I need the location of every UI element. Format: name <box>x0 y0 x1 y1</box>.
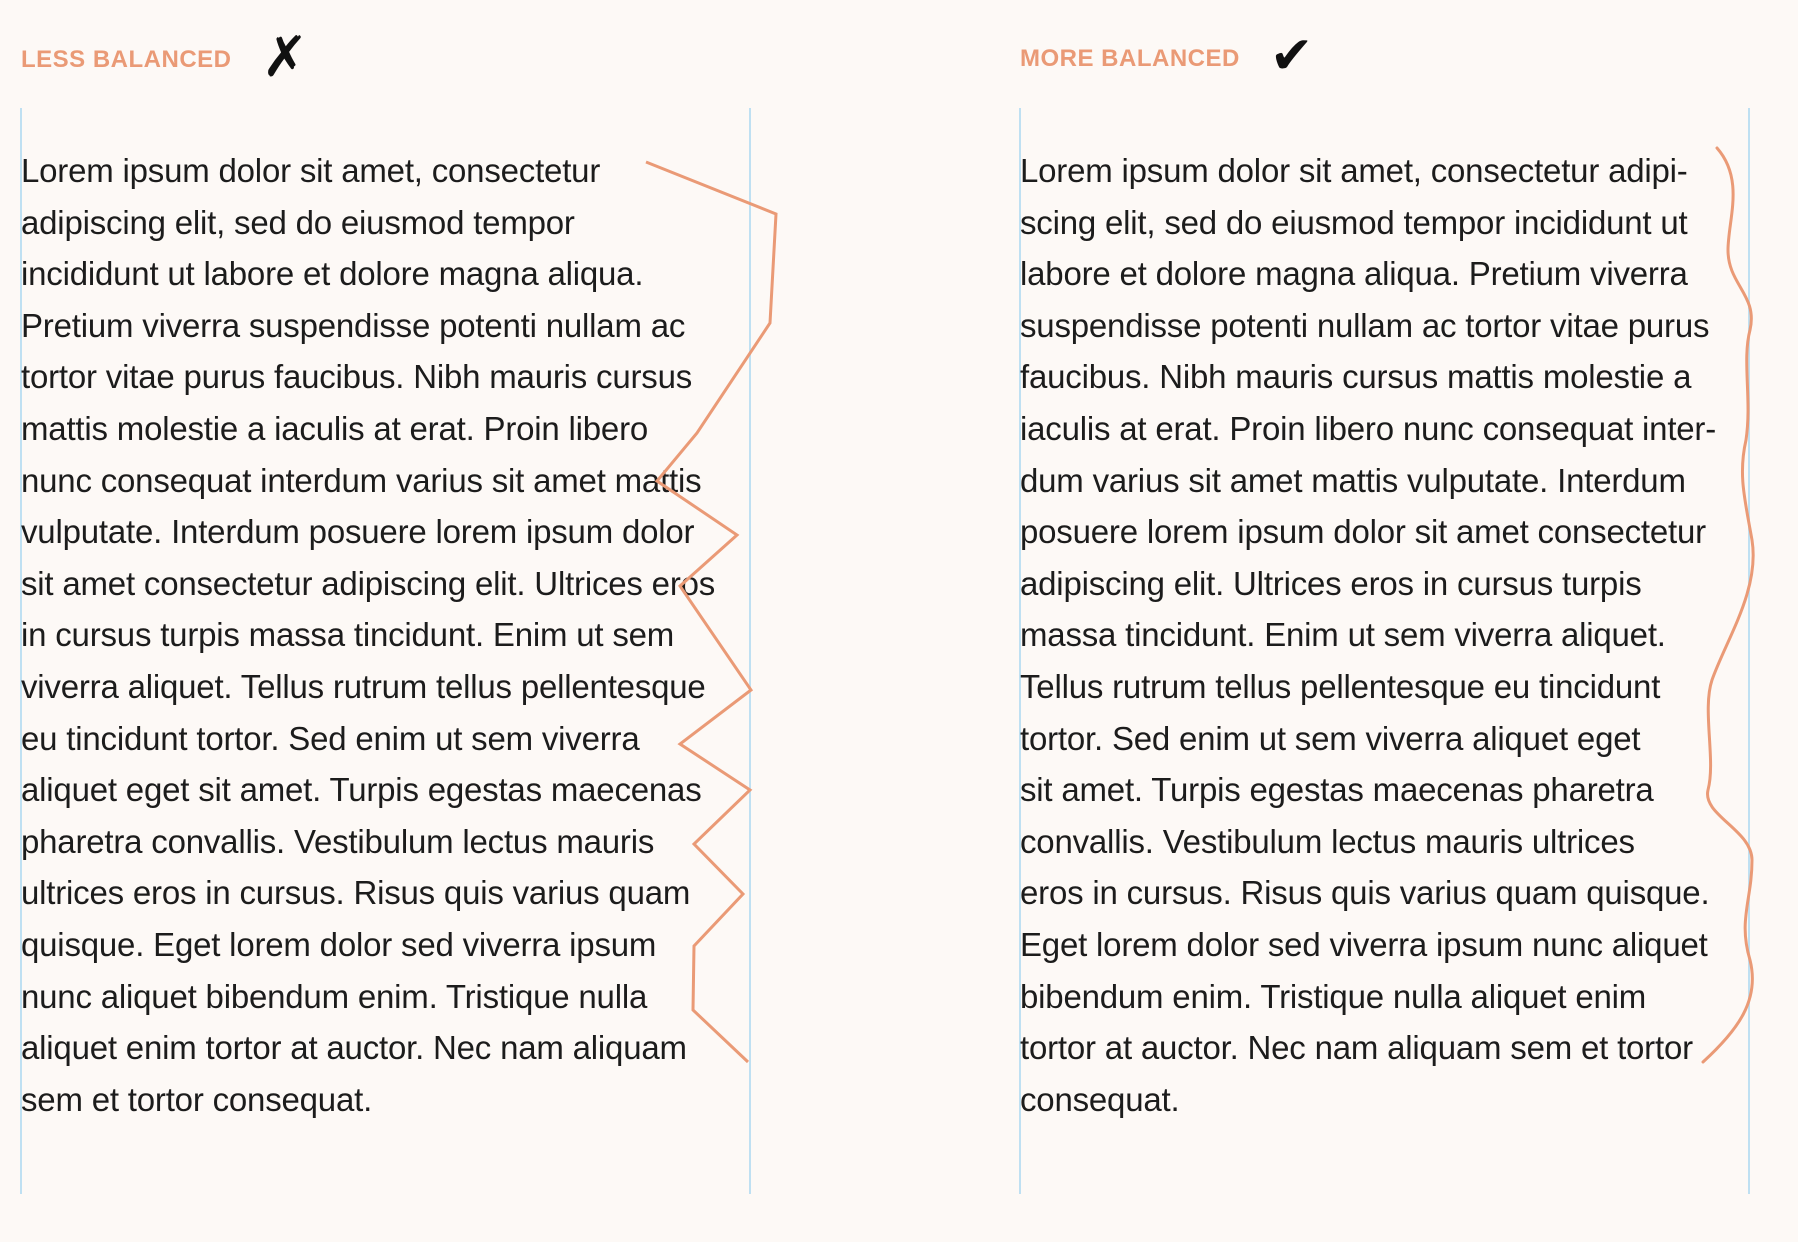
left-text-line: Pretium viverra suspendisse potenti nullam ac <box>21 306 686 344</box>
left-text-line: eu tincidunt tortor. Sed enim ut sem viverra <box>21 719 640 757</box>
left-text-line: ultrices eros in cursus. Risus quis varius quam <box>21 874 691 912</box>
right-text-line: scing elit, sed do eiusmod tempor incididunt ut <box>1020 203 1688 241</box>
right-text-line: convallis. Vestibulum lectus mauris ultrices <box>1020 822 1635 860</box>
left-text-line: sem et tortor consequat. <box>21 1080 373 1118</box>
left-text-line: viverra aliquet. Tellus rutrum tellus pellentesque <box>21 667 706 705</box>
right-text-line: suspendisse potenti nullam ac tortor vitae purus <box>1020 306 1710 344</box>
right-text-line: Tellus rutrum tellus pellentesque eu tincidunt <box>1020 667 1661 705</box>
right-text-line: Lorem ipsum dolor sit amet, consectetur adipi- <box>1020 152 1688 189</box>
left-text-line: tortor vitae purus faucibus. Nibh mauris cursus <box>21 358 693 396</box>
less-balanced-label: LESS BALANCED <box>21 46 232 73</box>
left-text-line: in cursus turpis massa tincidunt. Enim ut sem <box>21 616 675 654</box>
cross-icon: ✗ <box>261 25 309 90</box>
right-text-line: labore et dolore magna aliqua. Pretium viverra <box>1020 255 1688 293</box>
more-balanced-label: MORE BALANCED <box>1020 45 1240 72</box>
left-text-line: adipiscing elit, sed do eiusmod tempor <box>21 203 575 241</box>
more-balanced-paragraph <box>1020 145 1716 1125</box>
right-text-line: consequat. <box>1020 1080 1180 1118</box>
right-text-line: Eget lorem dolor sed viverra ipsum nunc aliquet <box>1020 925 1708 963</box>
left-text-line: aliquet eget sit amet. Turpis egestas maecenas <box>21 771 702 809</box>
left-text-line: sit amet consectetur adipiscing elit. Ultrices eros <box>21 564 716 602</box>
left-text-line: quisque. Eget lorem dolor sed viverra ipsum <box>21 925 657 963</box>
right-text-line: massa tincidunt. Enim ut sem viverra aliquet. <box>1020 616 1666 654</box>
right-text-line: tortor. Sed enim ut sem viverra aliquet eget <box>1020 719 1641 757</box>
more-balanced-heading <box>1020 26 1314 86</box>
more-balanced-panel <box>1020 0 1750 1242</box>
less-balanced-paragraph <box>21 145 715 1125</box>
check-icon: ✔ <box>1269 26 1314 86</box>
less-balanced-panel <box>21 0 751 1242</box>
left-text-line: pharetra convallis. Vestibulum lectus mauris <box>21 822 655 860</box>
right-text-line: iaculis at erat. Proin libero nunc consequat inter- <box>1020 409 1717 447</box>
right-margin-guide <box>1748 108 1750 1194</box>
right-margin-guide <box>749 108 751 1194</box>
left-text-line: vulputate. Interdum posuere lorem ipsum dolor <box>21 513 695 551</box>
right-text-line: posuere lorem ipsum dolor sit amet consectetur <box>1020 513 1706 551</box>
right-text-line: tortor at auctor. Nec nam aliquam sem et tortor <box>1020 1029 1693 1067</box>
left-text-line: Lorem ipsum dolor sit amet, consectetur <box>21 152 601 189</box>
right-text-line: faucibus. Nibh mauris cursus mattis molestie a <box>1020 358 1692 396</box>
right-text-line: dum varius sit amet mattis vulputate. Interdum <box>1020 461 1686 499</box>
right-text-line: adipiscing elit. Ultrices eros in cursus turpis <box>1020 564 1642 602</box>
left-text-line: aliquet enim tortor at auctor. Nec nam aliquam <box>21 1029 687 1067</box>
right-text-line: bibendum enim. Tristique nulla aliquet enim <box>1020 977 1647 1015</box>
left-text-line: incididunt ut labore et dolore magna aliqua. <box>21 255 644 293</box>
less-balanced-heading <box>21 25 309 90</box>
left-text-line: nunc consequat interdum varius sit amet mattis <box>21 461 702 499</box>
left-text-line: nunc aliquet bibendum enim. Tristique nulla <box>21 977 648 1015</box>
right-text-line: sit amet. Turpis egestas maecenas pharetra <box>1020 771 1654 809</box>
right-text-line: eros in cursus. Risus quis varius quam quisque. <box>1020 874 1710 912</box>
left-text-line: mattis molestie a iaculis at erat. Proin libero <box>21 409 649 447</box>
